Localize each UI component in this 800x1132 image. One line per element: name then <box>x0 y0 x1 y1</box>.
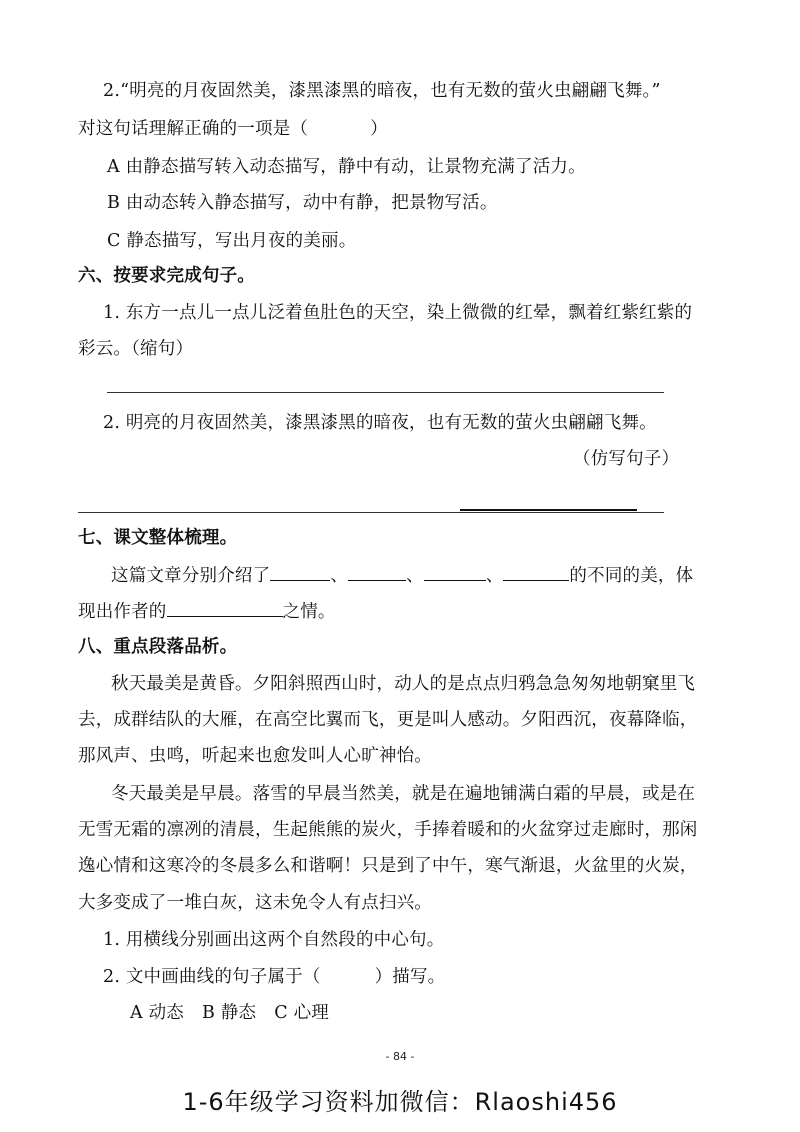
s7-blank-2[interactable] <box>348 562 406 581</box>
section8-title: 八、重点段落品析。 <box>78 637 238 657</box>
s7-blank-1[interactable] <box>270 562 330 581</box>
q2-line1: 2.“明亮的月夜固然美，漆黑漆黑的暗夜，也有无数的萤火虫翩翩飞舞。” <box>103 81 661 101</box>
s7-line2-suffix: 之情。 <box>282 602 336 622</box>
q2-option-a: A 由静态描写转入动态描写，静中有动，让景物充满了活力。 <box>107 157 586 177</box>
s8-para2-line1: 冬天最美是早晨。落雪的早晨当然美，就是在遍地铺满白霜的早晨，或是在 <box>111 784 696 804</box>
s7-sep-1: 、 <box>330 566 349 586</box>
s6-item1-line1: 1. 东方一点儿一点儿泛着鱼肚色的天空，染上微微的红晕，飘着红紫红紫的 <box>103 303 693 323</box>
page-number: - 84 - <box>385 1050 415 1063</box>
s8-para1-line2: 去，成群结队的大雁，在高空比翼而飞，更是叫人感动。夕阳西沉，夜幕降临， <box>78 710 698 730</box>
s6-item1-answer-line[interactable] <box>107 392 664 393</box>
s8-para1-line1: 秋天最美是黄昏。夕阳斜照西山时，动人的是点点归鸦急急匆匆地朝窠里飞 <box>111 674 696 694</box>
s6-item1-line2: 彩云。（缩句） <box>78 339 194 359</box>
s7-line1-suffix: 的不同的美，体 <box>569 566 694 586</box>
s7-blank-4[interactable] <box>503 562 569 581</box>
q2-line2 <box>78 116 388 142</box>
s6-item2-note: （仿写句子） <box>573 449 680 469</box>
s7-blank-5[interactable] <box>167 598 283 617</box>
s8-q2 <box>103 964 445 990</box>
q2-option-b: B 由动态转入静态描写，动中有静，把景物写活。 <box>107 193 498 213</box>
s8-option-b: B 静态 <box>202 1003 257 1023</box>
s8-para2-line2: 无雪无霜的凛冽的清晨，生起熊熊的炭火，手捧着暖和的火盆穿过走廊时，那闲 <box>78 820 698 840</box>
q2-line2-prefix: 对这句话理解正确的一项是（ <box>78 119 309 139</box>
s8-q2-suffix: ）描写。 <box>374 967 446 987</box>
s8-option-c: C 心理 <box>274 1003 330 1023</box>
s6-item2-line1: 2. 明亮的月夜固然美，漆黑漆黑的暗夜，也有无数的萤火虫翩翩飞舞。 <box>103 413 657 433</box>
s8-para1-line3: 那风声、虫鸣，听起来也愈发叫人心旷神怡。 <box>78 746 432 766</box>
footer-contact: 1-6年级学习资料加微信：Rlaoshi456 <box>182 1088 618 1116</box>
s8-para2-line4: 大多变成了一堆白灰，这未免令人有点扫兴。 <box>78 893 432 913</box>
s7-line1 <box>111 562 693 589</box>
s7-line2 <box>78 598 336 625</box>
section7-title: 七、课文整体梳理。 <box>78 528 238 548</box>
q2-line2-suffix: ） <box>370 119 388 139</box>
s6-item2-underline-mark <box>460 509 637 511</box>
s7-line2-prefix: 现出作者的 <box>78 602 167 622</box>
s8-option-a: A 动态 <box>130 1003 185 1023</box>
s7-sep-3: 、 <box>485 566 504 586</box>
s8-q1: 1. 用横线分别画出这两个自然段的中心句。 <box>103 930 445 950</box>
s7-blank-3[interactable] <box>424 562 486 581</box>
q2-option-c: C 静态描写，写出月夜的美丽。 <box>107 231 357 251</box>
s8-q2-prefix: 2. 文中画曲线的句子属于（ <box>103 967 321 987</box>
s8-para2-line3: 逸心情和这寒冷的冬晨多么和谐啊！只是到了中午，寒气渐退，火盆里的火炭， <box>78 856 698 876</box>
s7-line1-prefix: 这篇文章分别介绍了 <box>111 566 271 586</box>
s6-item2-answer-line[interactable] <box>78 512 664 513</box>
s7-sep-2: 、 <box>406 566 424 586</box>
s8-q2-options <box>130 1000 329 1026</box>
section6-title: 六、按要求完成句子。 <box>78 266 255 286</box>
